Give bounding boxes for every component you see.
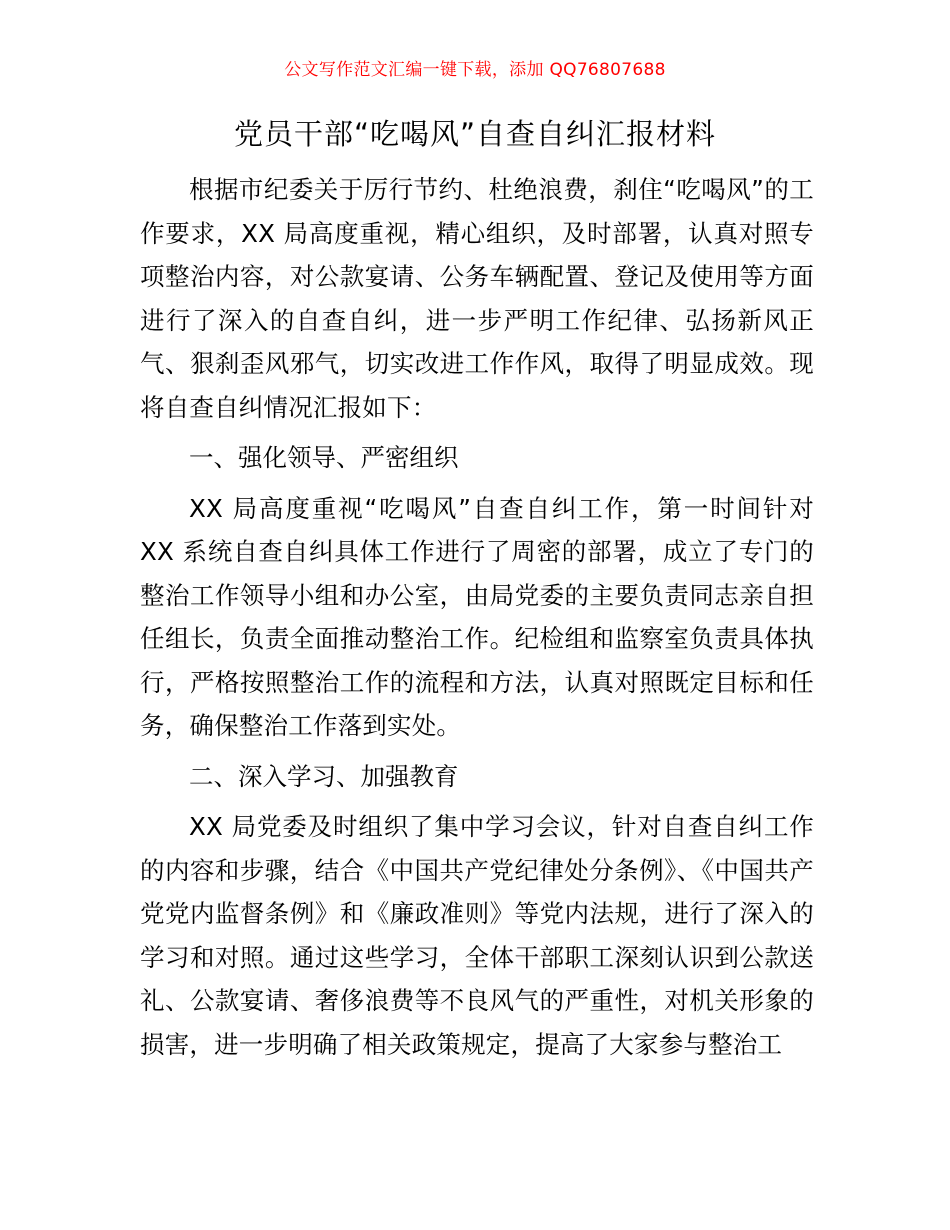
section-heading-2: 二、深入学习、加强教育 — [189, 761, 459, 791]
document-title: 党员干部“吃喝风”自查自纠汇报材料 — [233, 117, 717, 151]
section-heading-1: 一、强化领导、严密组织 — [189, 443, 459, 472]
section-1-paragraph: XX 局高度重视“吃喝风”自查自纠工作，第一时间针对 XX 系统自查自纠具体工作进行了周密的部署，成立了专门的整治工作领导小组和办公室，由局党委的主要负责同志亲自担任组长，负责全面推动整治工作。纪检组和监察室负责具体执行，严格按照整治工作的流程和方法，认真对照既定目标和任务，确保整治工作落到实处。 — [140, 493, 814, 740]
document-body — [140, 168, 814, 1066]
section-2-paragraph: XX 局党委及时组织了集中学习会议，针对自查自纠工作的内容和步骤，结合《中国共产党纪律处分条例》、《中国共产党党内监督条例》和《廉政准则》等党内法规，进行了深入的学习和对照。通过这些学习，全体干部职工深刻认识到公款送礼、公款宴请、奢侈浪费等不良风气的严重性，对机关形象的损害，进一步明确了相关政策规定，提高了大家参与整治工 — [140, 812, 814, 1059]
intro-paragraph: 根据市纪委关于厉行节约、杜绝浪费，刹住“吃喝风”的工作要求，XX 局高度重视，精心组织，及时部署，认真对照专项整治内容，对公款宴请、公务车辆配置、登记及使用等方面进行了深入的自查自纠，进一步严明工作纪律、弘扬新风正气、狠刹歪风邪气，切实改进工作作风，取得了明显成效。现将自查自纠情况汇报如下： — [140, 175, 814, 422]
download-notice: 公文写作范文汇编一键下载，添加 QQ76807688 — [284, 60, 666, 80]
